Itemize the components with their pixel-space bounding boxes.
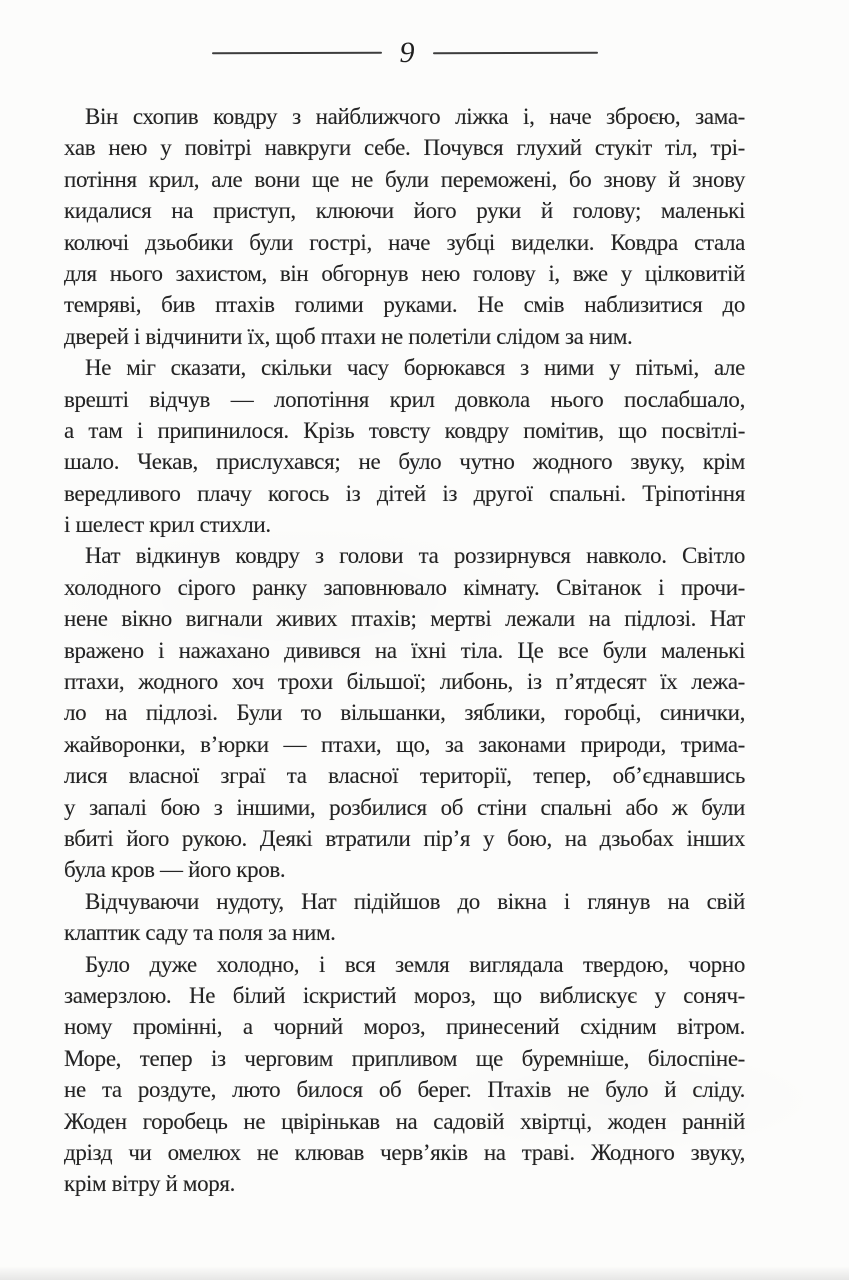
text-line: для нього захистом, він обгорнув нею голову і, вже у цілковитій [64,260,745,286]
text-line: лися власної зграї та власної території, тепер, об’єднавшись [64,763,745,789]
text-line: темряві, бив птахів голими руками. Не смів наблизитися до [64,292,745,318]
header-rule-left [211,52,381,54]
page-number: 9 [399,36,415,69]
text-block [64,101,745,1200]
text-line: шало. Чекав, прислухався; не було чутно жодного звуку, крім [64,449,745,475]
text-line: крім вітру й моря. [64,1171,236,1197]
text-line: Нат відкинув ковдру з голови та роззирнувся навколо. Світло [85,543,745,569]
text-line: жайворонки, в’юрки — птахи, що, за законами природи, трима- [64,731,745,757]
text-line: замерзлою. Не білий іскристий мороз, що виблискує у соняч- [64,982,745,1008]
paragraph [64,101,745,352]
text-line: була кров — його кров. [64,857,286,883]
text-line: врешті відчув — лопотіння крил довкола нього послабшало, [64,386,745,412]
text-line: холодного сірого ранку заповнювало кімнату. Світанок і прочи- [64,574,745,600]
text-line: дверей і відчинити їх, щоб птахи не полетіли слідом за ним. [64,323,633,349]
text-line: ному промінні, а чорний мороз, принесений східним вітром. [64,1014,745,1040]
text-line: Не міг сказати, скільки часу борюкався з ними у пітьмі, але [85,355,745,381]
paragraph [64,949,745,1200]
scan-shadow-bottom-edge [0,1266,849,1280]
text-line: нене вікно вигнали живих птахів; мертві лежали на підлозі. Нат [64,606,745,632]
header-rule-right [432,52,597,54]
text-line: дрізд чи омелюх не клював черв’яків на траві. Жодного звуку, [64,1139,745,1165]
text-line: і шелест крил стихли. [64,512,271,538]
text-line: вбиті його рукою. Деякі втратили пір’я у бою, на дзьобах інших [64,825,745,851]
text-line: у запалі бою з іншими, розбилися об стіни спальні або ж були [64,794,745,820]
text-line: Жоден горобець не цвірінькав на садовій хвіртці, жоден ранній [64,1108,745,1134]
text-line: Було дуже холодно, і вся земля виглядала твердою, чорно [85,951,745,977]
text-line: клаптик саду та поля за ним. [64,920,336,946]
paragraph [64,886,745,949]
text-line: Він схопив ковдру з найближчого ліжка і, наче зброєю, зама- [85,104,745,129]
text-line: не та роздуте, люто билося об берег. Птахів не було й сліду. [64,1077,745,1103]
text-line: кидалися на приступ, клюючи його руки й голову; маленькі [64,198,745,224]
text-line: вражено і нажахано дивився на їхні тіла. Це все були маленькі [64,637,745,663]
text-line: потіння крил, але вони ще не були переможені, бо знову й знову [64,166,745,192]
text-line: колючі дзьобики були гострі, наче зубці виделки. Ковдра стала [64,229,745,255]
text-line: ло на підлозі. Були то вільшанки, зяблики, горобці, синички, [64,700,745,726]
text-line: птахи, жодного хоч трохи більшої; либонь, із п’ятдесят їх лежа- [64,669,745,695]
text-line: Відчуваючи нудоту, Нат підійшов до вікна і глянув на свій [85,888,745,914]
text-line: Море, тепер із черговим припливом ще буремніше, білоспіне- [64,1045,745,1071]
text-line: а там і припинилося. Крізь товсту ковдру помітив, що посвітлі- [64,417,745,443]
paragraph [64,352,745,540]
page-header [64,36,745,70]
text-line: хав нею у повітрі навкруги себе. Почувся глухий стукіт тіл, трі- [64,135,745,161]
text-line: вередливого плачу когось із дітей із другої спальні. Тріпотіння [64,480,745,506]
paragraph [64,540,745,885]
